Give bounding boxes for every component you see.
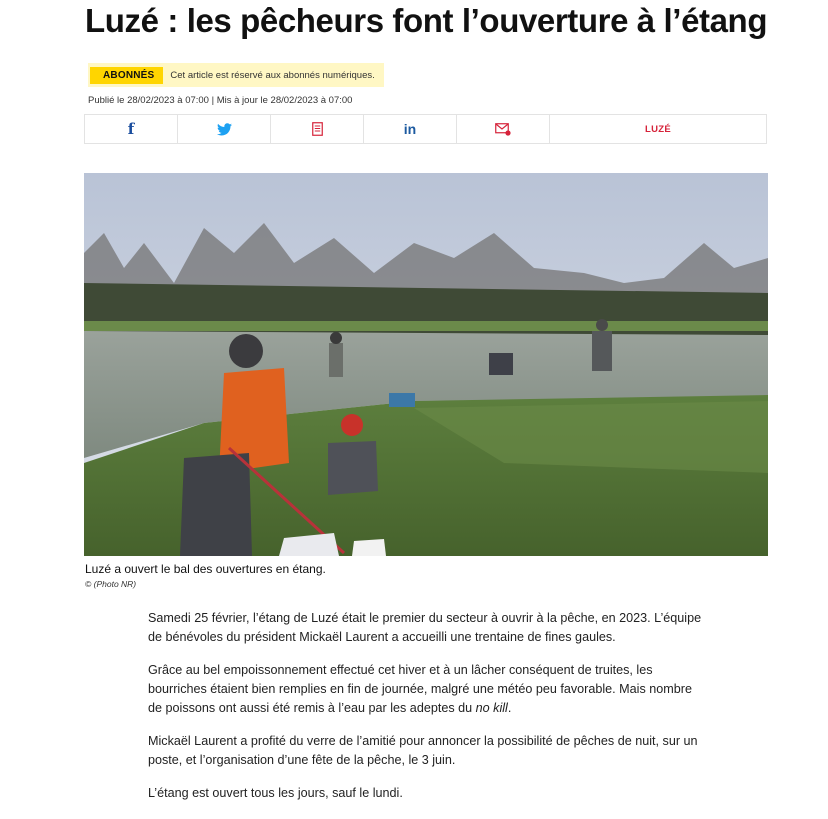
- share-print-button[interactable]: [271, 115, 364, 143]
- twitter-icon: [217, 123, 232, 136]
- paragraph-3: Mickaël Laurent a profité du verre de l’amitié pour annoncer la possibilité de pêches de nuit, sur un poste, et l’organisation d’une fête de la pêche, le 3 juin.: [148, 734, 698, 767]
- subscriber-banner: [88, 63, 384, 87]
- no-kill-emphasis: no kill: [475, 701, 508, 715]
- article-photo: [84, 173, 768, 556]
- facebook-icon: f: [127, 119, 135, 138]
- paragraph-4: L’étang est ouvert tous les jours, sauf le lundi.: [148, 786, 403, 800]
- photo-credit: © (Photo NR): [85, 579, 137, 589]
- paragraph-2-end: .: [507, 701, 512, 715]
- share-facebook-button[interactable]: [85, 115, 178, 143]
- share-email-button[interactable]: [457, 115, 550, 143]
- paragraph-2-text: Grâce au bel empoissonnement effectué cet hiver et à un lâcher conséquent de truites, les bourriches étaient bien remplies en fin de journée, malgré une météo peu favorable. Mais nombre de poissons ont aussi été remis à l’eau par les adeptes du: [148, 663, 692, 715]
- paragraph-2: [148, 661, 708, 718]
- email-icon: [495, 123, 511, 136]
- share-bar: [84, 114, 767, 144]
- linkedin-icon: in: [403, 121, 417, 137]
- share-linkedin-button[interactable]: [364, 115, 457, 143]
- subscriber-badge: ABONNÉS: [90, 67, 163, 84]
- share-twitter-button[interactable]: [178, 115, 271, 143]
- paragraph-1: Samedi 25 février, l’étang de Luzé était le premier du secteur à ouvrir à la pêche, en 2023. L’équipe de bénévoles du président Mickaël Laurent a accueilli une trentaine de fines gaules.: [148, 611, 702, 644]
- article-body: [148, 609, 708, 817]
- print-icon: [312, 122, 323, 136]
- tag-label: LUZÉ: [644, 123, 671, 135]
- tag-luze-link[interactable]: [550, 115, 766, 143]
- publication-dates: Publié le 28/02/2023 à 07:00 | Mis à jour le 28/02/2023 à 07:00: [88, 95, 353, 106]
- subscriber-note: Cet article est réservé aux abonnés numériques.: [170, 69, 375, 81]
- article-title: Luzé : les pêcheurs font l’ouverture à l’étang: [85, 2, 768, 39]
- photo-caption: Luzé a ouvert le bal des ouvertures en étang.: [85, 562, 326, 576]
